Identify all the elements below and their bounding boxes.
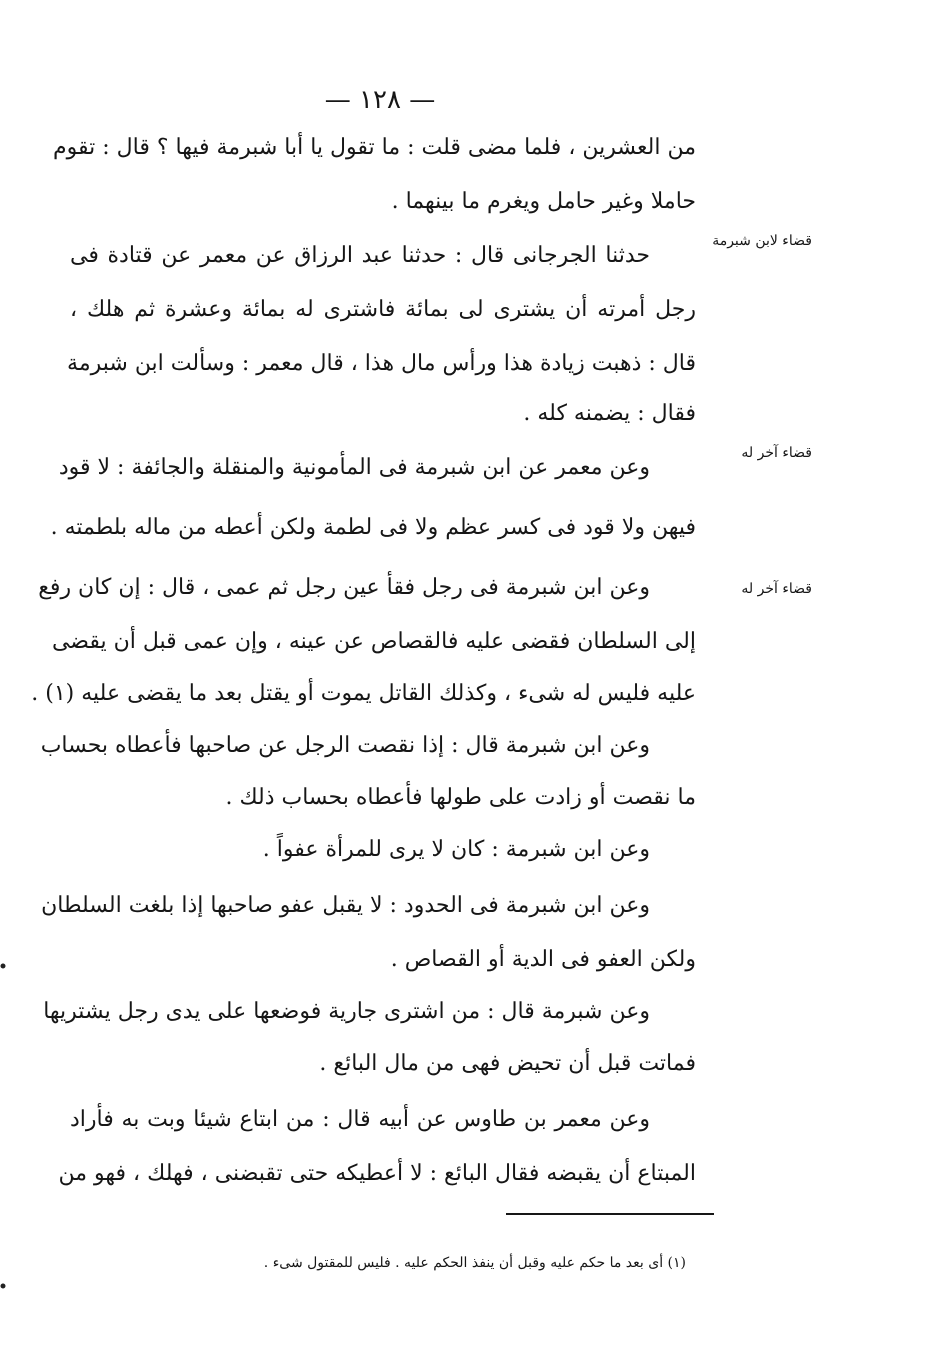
text-line: وعن ابن شبرمة : كان لا يرى للمرأة عفواً . (262, 837, 650, 862)
page-number: — ١٢٨ — (324, 85, 436, 115)
text-line: وعن شبرمة قال : من اشترى جارية فوضعها على يدى رجل يشتريها (43, 999, 650, 1024)
text-line: رجل أمرته أن يشترى لى بمائة فاشترى له بمائة وعشرة ثم هلك ، (70, 297, 696, 322)
text-line: من العشرين ، فلما مضى قلت : ما تقول يا أبا شبرمة فيها ؟ قال : تقوم (53, 135, 696, 160)
margin-note: قضاء لابن شبرمة (712, 233, 812, 249)
text-line: فقال : يضمنه كله . (523, 401, 696, 426)
text-line: وعن ابن شبرمة فى رجل فقأ عين رجل ثم عمى ، قال : إن كان رفع (38, 575, 650, 600)
scan-speck (1, 1284, 6, 1289)
text-line: إلى السلطان فقضى عليه فالقصاص عن عينه ، وإن عمى قبل أن يقضى (51, 629, 696, 654)
scan-speck (1, 964, 6, 969)
text-line: حاملا وغير حامل ويغرم ما بينهما . (391, 189, 696, 214)
text-line: فماتت قبل أن تحيض فهى من مال البائع . (319, 1051, 696, 1076)
margin-note: قضاء آخر له (741, 581, 812, 597)
text-line: وعن معمر عن ابن شبرمة فى المأمونية والمنقلة والجائفة : لا قود (58, 455, 650, 480)
text-line: عليه فليس له شىء ، وكذلك القاتل يموت أو يقتل بعد ما يقضى عليه (١) . (31, 681, 696, 706)
text-line: قال : ذهبت زيادة هذا ورأس مال هذا ، قال معمر : وسألت ابن شبرمة (67, 351, 696, 376)
margin-note: قضاء آخر له (741, 445, 812, 461)
text-line: المبتاع أن يقبضه فقال البائع : لا أعطيكه حتى تقبضنى ، فهلك ، فهو من (58, 1161, 696, 1186)
text-line: فيهن ولا قود فى كسر عظم ولا فى لطمة ولكن أعطه من ماله بلطمته . (50, 515, 696, 540)
text-line: ما نقصت أو زادت على طولها فأعطاه بحساب ذلك . (225, 785, 696, 810)
text-line: وعن معمر بن طاوس عن أبيه قال : من ابتاع شيئا وبت به فأراد (70, 1107, 650, 1132)
text-line: وعن ابن شبرمة قال : إذا نقصت الرجل عن صاحبها فأعطاه بحساب (40, 733, 650, 758)
text-line: وعن ابن شبرمة فى الحدود : لا يقبل عفو صاحبها إذا بلغت السلطان (41, 893, 650, 918)
text-line: ولكن العفو فى الدية أو القصاص . (390, 947, 696, 972)
footnote: (١) أى بعد ما حكم عليه وقبل أن ينفذ الحكم عليه . فليس للمقتول شىء . (263, 1255, 686, 1271)
text-line: حدثنا الجرجانى قال : حدثنا عبد الرزاق عن معمر عن قتادة فى (70, 243, 650, 268)
